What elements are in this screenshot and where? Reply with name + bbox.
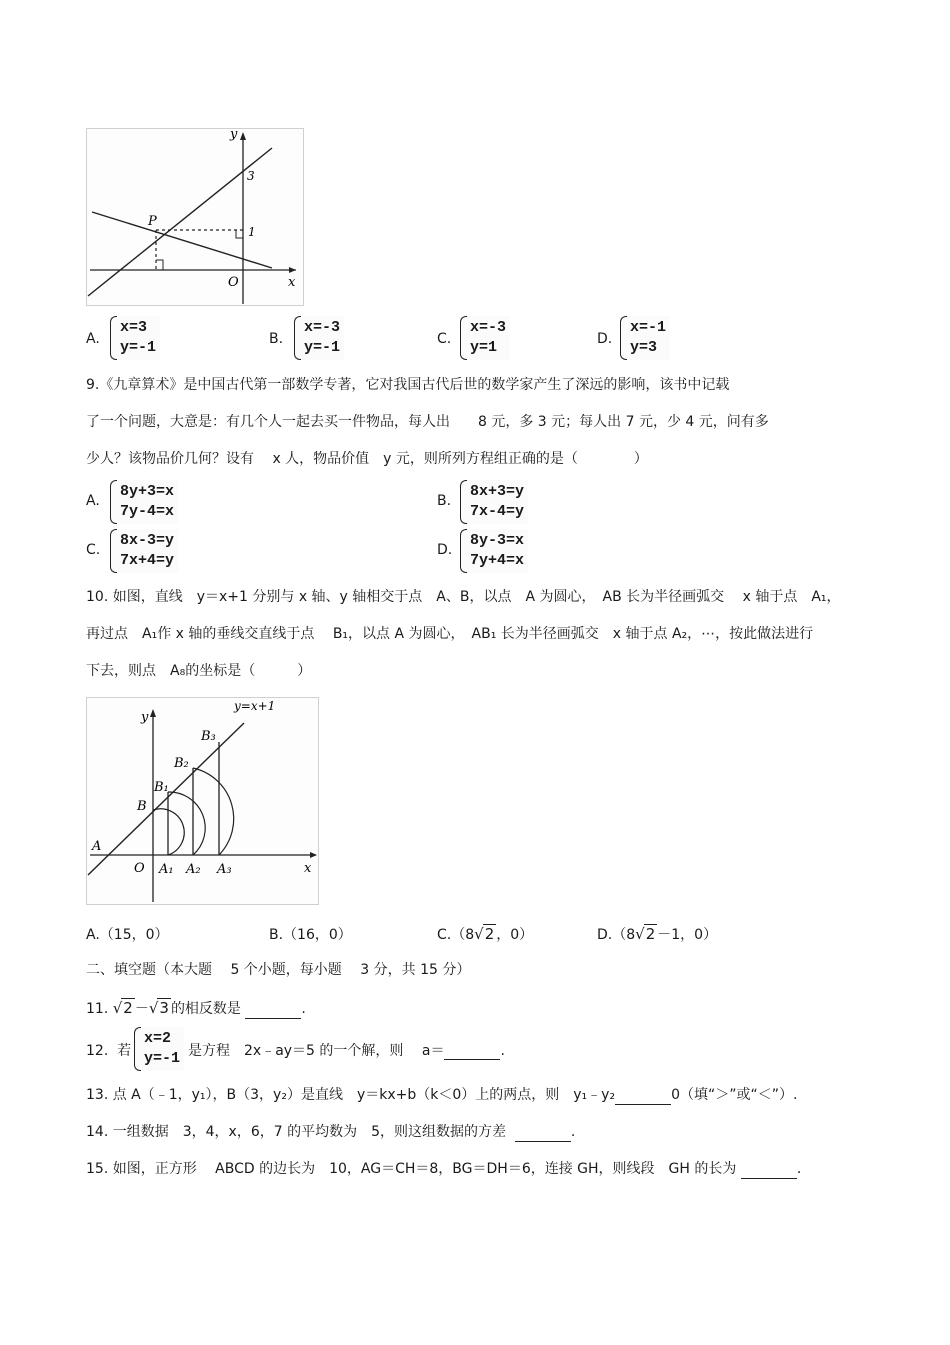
q8-option-b-label: B. <box>269 331 284 347</box>
sqrt-symbol: √2 <box>112 999 133 1017</box>
y-label: y <box>141 710 149 725</box>
q10-option-c: C.（8√2 ，0） <box>437 925 534 943</box>
q9-text-line-3: 少人？该物品价几何？设有 x 人，物品价值 y 元，则所列方程组正确的是（ ） <box>86 451 648 467</box>
q10-text-line-3: 下去，则点 A₈的坐标是（ ） <box>86 663 312 679</box>
figure-frame <box>87 129 304 306</box>
q10-text-line-2: 再过点 A₁作 x 轴的垂线交直线于点 B₁，以点 A 为圆心， AB₁ 长为半径画弧交 x 轴于点 A₂，⋯，按此做法进行 <box>86 626 814 642</box>
point-b2-label: B₂ <box>174 756 189 771</box>
q12-system: x=2 y=-1 <box>134 1027 184 1071</box>
sqrt-symbol: √2 <box>635 925 656 943</box>
q10-figure <box>86 697 319 905</box>
q9-option-d-label: D. <box>437 542 453 558</box>
q9-option-a-label: A. <box>86 493 100 509</box>
q10-option-a: A.（15，0） <box>86 927 169 943</box>
sqrt-symbol: √3 <box>148 999 169 1017</box>
q9-option-c-system: 8x-3=y 7x+4=y <box>110 529 178 573</box>
tick-3: 3 <box>247 169 255 183</box>
q8-option-a-system: x=3 y=-1 <box>110 316 160 360</box>
q8-option-a-label: A. <box>86 331 100 347</box>
q9-option-b-label: B. <box>437 493 452 509</box>
q9-text-line-1: 9.《九章算术》是中国古代第一部数学专著，它对我国古代后世的数学家产生了深远的影响，该书中记载 <box>86 377 730 393</box>
q15-answer-blank <box>741 1164 797 1179</box>
q8-option-d-label: D. <box>597 331 613 347</box>
point-a-label: A <box>92 839 102 854</box>
q11: 11. √2 －√3 的相反数是 . <box>86 999 306 1017</box>
q10-option-b: B.（16，0） <box>269 927 352 943</box>
q9-option-b-system: 8x+3=y 7x-4=y <box>460 480 528 524</box>
q9-option-a-system: 8y+3=x 7y-4=x <box>110 480 178 524</box>
point-b1-label: B₁ <box>154 780 169 795</box>
q12-text: 是方程 2x﹣ay＝5 的一个解，则 a＝ . <box>188 1043 505 1059</box>
q9-option-d-system: 8y-3=x 7y+4=x <box>460 529 528 573</box>
q10-text-line-1: 10. 如图，直线 y＝x+1 分别与 x 轴、y 轴相交于点 A、B，以点 A 为圆心， AB 长为半径画弧交 x 轴于点 A₁， <box>86 589 841 605</box>
y-label: y <box>230 128 238 142</box>
sqrt-symbol: √2 <box>474 925 495 943</box>
q14: 14. 一组数据 3，4，x，6，7 的平均数为 5，则这组数据的方差 . <box>86 1124 576 1140</box>
point-b3-label: B₃ <box>201 729 216 744</box>
origin-label: O <box>228 275 239 290</box>
tick-1: 1 <box>248 225 256 239</box>
point-a3-label: A₃ <box>217 862 232 877</box>
q8-option-c-label: C. <box>437 331 452 347</box>
q9-option-c-label: C. <box>86 542 101 558</box>
p-label: P <box>148 214 157 229</box>
point-a2-label: A₂ <box>186 862 201 877</box>
point-a1-label: A₁ <box>159 862 174 877</box>
q12-answer-blank <box>444 1045 500 1060</box>
q13-answer-blank <box>615 1090 671 1105</box>
section-2-heading: 二、填空题（本大题 5 个小题，每小题 3 分，共 15 分） <box>86 962 471 978</box>
q15: 15. 如图，正方形 ABCD 的边长为 10，AG＝CH＝8，BG＝DH＝6，连接 GH，则线段 GH 的长为 . <box>86 1161 802 1177</box>
x-label: x <box>288 275 296 290</box>
q9-text-line-2: 了一个问题，大意是：有几个人一起去买一件物品，每人出 8 元，多 3 元；每人出 7 元，少 4 元，问有多 <box>86 414 769 430</box>
q8-option-b-system: x=-3 y=-1 <box>294 316 344 360</box>
q8-option-d-system: x=-1 y=3 <box>620 316 670 360</box>
q12-prefix: 12. 若 <box>86 1043 132 1059</box>
q11-answer-blank <box>245 1004 301 1019</box>
q8-option-c-system: x=-3 y=1 <box>460 316 510 360</box>
q14-answer-blank <box>515 1127 571 1142</box>
line-equation: y=x+1 <box>234 699 276 713</box>
point-b-label: B <box>137 799 147 814</box>
origin-label: O <box>134 861 145 876</box>
q13: 13. 点 A（﹣1，y₁），B（3，y₂）是直线 y＝kx+b（k＜0）上的两点，则 y₁﹣y₂ 0（填“＞”或“＜”）. <box>86 1087 798 1103</box>
q8-figure <box>86 128 304 306</box>
q10-option-d: D.（8√2 －1，0） <box>597 925 718 943</box>
x-label: x <box>304 861 312 876</box>
